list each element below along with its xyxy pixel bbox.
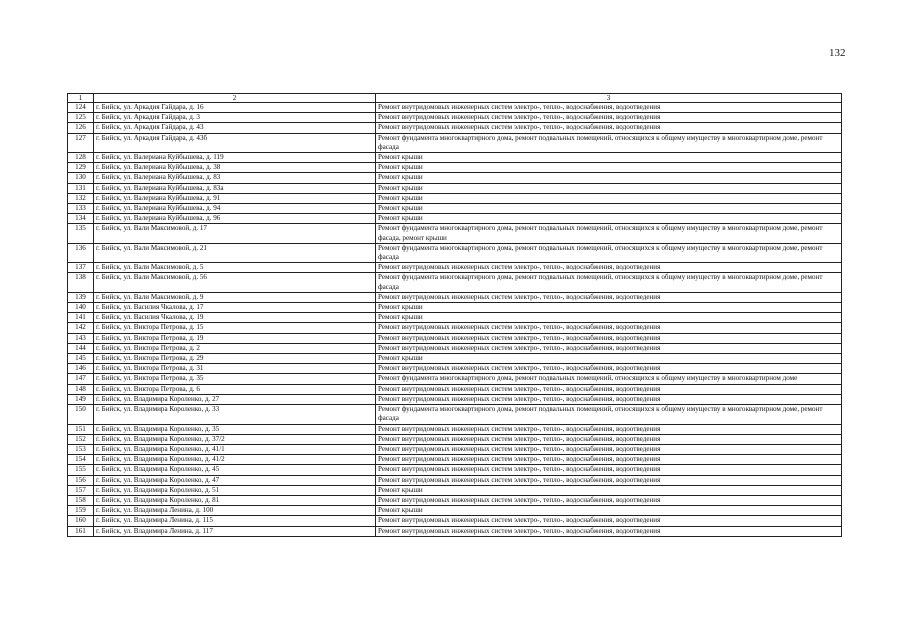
row-number-cell: 133 [68,204,94,214]
row-number-cell: 128 [68,153,94,163]
row-number-cell: 136 [68,243,94,262]
table-row [68,444,842,454]
work-type-cell: Ремонт внутридомовых инженерных систем электро-, тепло-, водоснабжения, водоотведения [376,384,842,394]
row-number-cell: 139 [68,292,94,302]
row-number-cell: 126 [68,123,94,133]
address-cell: г. Бийск, ул. Валериана Куйбышева, д. 91 [94,193,376,203]
work-type-cell: Ремонт крыши [376,485,842,495]
table-row [68,163,842,173]
address-cell: г. Бийск, ул. Владимира Короленко, д. 81 [94,495,376,505]
table-body [68,94,842,537]
address-cell: г. Бийск, ул. Владимира Ленина, д. 117 [94,526,376,536]
table-row [68,384,842,394]
work-type-cell: Ремонт внутридомовых инженерных систем электро-, тепло-, водоснабжения, водоотведения [376,123,842,133]
work-type-cell: Ремонт внутридомовых инженерных систем электро-, тепло-, водоснабжения, водоотведения [376,113,842,123]
table-row [68,485,842,495]
row-number-cell: 134 [68,214,94,224]
address-cell: г. Бийск, ул. Василия Чкалова, д. 17 [94,303,376,313]
repair-register-table [67,93,842,537]
work-type-cell: Ремонт внутридомовых инженерных систем электро-, тепло-, водоснабжения, водоотведения [376,526,842,536]
table-row [68,354,842,364]
column-number-row [68,94,842,103]
address-cell: г. Бийск, ул. Валериана Куйбышева, д. 96 [94,214,376,224]
row-number-cell: 129 [68,163,94,173]
work-type-cell: Ремонт внутридомовых инженерных систем электро-, тепло-, водоснабжения, водоотведения [376,495,842,505]
row-number-cell: 125 [68,113,94,123]
work-type-cell: Ремонт внутридомовых инженерных систем электро-, тепло-, водоснабжения, водоотведения [376,323,842,333]
table-row [68,455,842,465]
row-number-cell: 157 [68,485,94,495]
table-row [68,113,842,123]
work-type-cell: Ремонт внутридомовых инженерных систем электро-, тепло-, водоснабжения, водоотведения [376,424,842,434]
table-row [68,123,842,133]
column-number-1: 1 [68,94,94,103]
work-type-cell: Ремонт фундамента многоквартирного дома, ремонт подвальных помещений, относящихся к общему имуществу в многоквартирном доме, ремонт фасада, ремонт крыши [376,224,842,243]
work-type-cell: Ремонт внутридомовых инженерных систем электро-, тепло-, водоснабжения, водоотведения [376,475,842,485]
row-number-cell: 153 [68,444,94,454]
table-row [68,103,842,113]
address-cell: г. Бийск, ул. Валериана Куйбышева, д. 38 [94,163,376,173]
table-row [68,374,842,384]
table-row [68,153,842,163]
address-cell: г. Бийск, ул. Виктора Петрова, д. 29 [94,354,376,364]
address-cell: г. Бийск, ул. Виктора Петрова, д. 15 [94,323,376,333]
work-type-cell: Ремонт внутридомовых инженерных систем электро-, тепло-, водоснабжения, водоотведения [376,394,842,404]
address-cell: г. Бийск, ул. Виктора Петрова, д. 2 [94,343,376,353]
row-number-cell: 147 [68,374,94,384]
row-number-cell: 140 [68,303,94,313]
column-number-2: 2 [94,94,376,103]
work-type-cell: Ремонт внутридомовых инженерных систем электро-, тепло-, водоснабжения, водоотведения [376,292,842,302]
row-number-cell: 156 [68,475,94,485]
address-cell: г. Бийск, ул. Вали Максимовой, д. 17 [94,224,376,243]
address-cell: г. Бийск, ул. Аркадия Гайдара, д. 43 [94,123,376,133]
address-cell: г. Бийск, ул. Аркадия Гайдара, д. 43б [94,133,376,152]
row-number-cell: 132 [68,193,94,203]
row-number-cell: 145 [68,354,94,364]
table-row [68,526,842,536]
table-row [68,323,842,333]
work-type-cell: Ремонт фундамента многоквартирного дома, ремонт подвальных помещений, относящихся к общему имуществу в многоквартирном доме, ремонт фасада [376,133,842,152]
address-cell: г. Бийск, ул. Вали Максимовой, д. 56 [94,273,376,292]
address-cell: г. Бийск, ул. Вали Максимовой, д. 21 [94,243,376,262]
address-cell: г. Бийск, ул. Виктора Петрова, д. 35 [94,374,376,384]
address-cell: г. Бийск, ул. Владимира Короленко, д. 51 [94,485,376,495]
work-type-cell: Ремонт внутридомовых инженерных систем электро-, тепло-, водоснабжения, водоотведения [376,343,842,353]
table-row [68,173,842,183]
table-row [68,343,842,353]
work-type-cell: Ремонт внутридомовых инженерных систем электро-, тепло-, водоснабжения, водоотведения [376,364,842,374]
row-number-cell: 159 [68,506,94,516]
work-type-cell: Ремонт внутридомовых инженерных систем электро-, тепло-, водоснабжения, водоотведения [376,263,842,273]
row-number-cell: 142 [68,323,94,333]
address-cell: г. Бийск, ул. Владимира Короленко, д. 45 [94,465,376,475]
work-type-cell: Ремонт крыши [376,506,842,516]
work-type-cell: Ремонт крыши [376,193,842,203]
row-number-cell: 135 [68,224,94,243]
table-row [68,405,842,424]
row-number-cell: 124 [68,103,94,113]
row-number-cell: 155 [68,465,94,475]
work-type-cell: Ремонт внутридомовых инженерных систем электро-, тепло-, водоснабжения, водоотведения [376,465,842,475]
table-row [68,214,842,224]
row-number-cell: 131 [68,183,94,193]
address-cell: г. Бийск, ул. Владимира Короленко, д. 41/1 [94,444,376,454]
work-type-cell: Ремонт фундамента многоквартирного дома, ремонт подвальных помещений, относящихся к общему имуществу в многоквартирном доме [376,374,842,384]
table-row [68,506,842,516]
row-number-cell: 144 [68,343,94,353]
table-row [68,273,842,292]
address-cell: г. Бийск, ул. Владимира Короленко, д. 33 [94,405,376,424]
work-type-cell: Ремонт крыши [376,303,842,313]
table-row [68,465,842,475]
address-cell: г. Бийск, ул. Владимира Ленина, д. 115 [94,516,376,526]
row-number-cell: 154 [68,455,94,465]
table-row [68,183,842,193]
address-cell: г. Бийск, ул. Валериана Куйбышева, д. 83 [94,173,376,183]
row-number-cell: 161 [68,526,94,536]
work-type-cell: Ремонт крыши [376,183,842,193]
table-row [68,224,842,243]
address-cell: г. Бийск, ул. Виктора Петрова, д. 6 [94,384,376,394]
table-row [68,263,842,273]
work-type-cell: Ремонт крыши [376,214,842,224]
address-cell: г. Бийск, ул. Вали Максимовой, д. 9 [94,292,376,302]
address-cell: г. Бийск, ул. Валериана Куйбышева, д. 94 [94,204,376,214]
row-number-cell: 130 [68,173,94,183]
address-cell: г. Бийск, ул. Владимира Короленко, д. 47 [94,475,376,485]
table-row [68,303,842,313]
table-row [68,292,842,302]
row-number-cell: 148 [68,384,94,394]
table-row [68,394,842,404]
table-row [68,364,842,374]
row-number-cell: 150 [68,405,94,424]
work-type-cell: Ремонт крыши [376,354,842,364]
row-number-cell: 152 [68,434,94,444]
column-number-3: 3 [376,94,842,103]
address-cell: г. Бийск, ул. Валериана Куйбышева, д. 83а [94,183,376,193]
row-number-cell: 151 [68,424,94,434]
table-row [68,133,842,152]
work-type-cell: Ремонт внутридомовых инженерных систем электро-, тепло-, водоснабжения, водоотведения [376,444,842,454]
table-row [68,434,842,444]
work-type-cell: Ремонт фундамента многоквартирного дома, ремонт подвальных помещений, относящихся к общему имуществу в многоквартирном доме, ремонт фасада [376,273,842,292]
address-cell: г. Бийск, ул. Виктора Петрова, д. 31 [94,364,376,374]
work-type-cell: Ремонт фундамента многоквартирного дома, ремонт подвальных помещений, относящихся к общему имуществу в многоквартирном доме, ремонт фасада [376,243,842,262]
address-cell: г. Бийск, ул. Василия Чкалова, д. 19 [94,313,376,323]
address-cell: г. Бийск, ул. Вали Максимовой, д. 5 [94,263,376,273]
work-type-cell: Ремонт внутридомовых инженерных систем электро-, тепло-, водоснабжения, водоотведения [376,434,842,444]
row-number-cell: 146 [68,364,94,374]
row-number-cell: 141 [68,313,94,323]
row-number-cell: 137 [68,263,94,273]
work-type-cell: Ремонт крыши [376,153,842,163]
address-cell: г. Бийск, ул. Владимира Ленина, д. 100 [94,506,376,516]
address-cell: г. Бийск, ул. Аркадия Гайдара, д. 3 [94,113,376,123]
work-type-cell: Ремонт крыши [376,173,842,183]
row-number-cell: 138 [68,273,94,292]
address-cell: г. Бийск, ул. Владимира Короленко, д. 35 [94,424,376,434]
address-cell: г. Бийск, ул. Валериана Куйбышева, д. 119 [94,153,376,163]
address-cell: г. Бийск, ул. Владимира Короленко, д. 41/2 [94,455,376,465]
work-type-cell: Ремонт крыши [376,313,842,323]
page-number: 132 [829,47,846,59]
table-row [68,204,842,214]
work-type-cell: Ремонт внутридомовых инженерных систем электро-, тепло-, водоснабжения, водоотведения [376,103,842,113]
work-type-cell: Ремонт фундамента многоквартирного дома, ремонт подвальных помещений, относящихся к общему имуществу в многоквартирном доме, ремонт фасада [376,405,842,424]
row-number-cell: 158 [68,495,94,505]
work-type-cell: Ремонт внутридомовых инженерных систем электро-, тепло-, водоснабжения, водоотведения [376,455,842,465]
address-cell: г. Бийск, ул. Виктора Петрова, д. 19 [94,333,376,343]
row-number-cell: 143 [68,333,94,343]
table-row [68,243,842,262]
work-type-cell: Ремонт крыши [376,204,842,214]
row-number-cell: 160 [68,516,94,526]
address-cell: г. Бийск, ул. Владимира Короленко, д. 37/2 [94,434,376,444]
address-cell: г. Бийск, ул. Аркадия Гайдара, д. 16 [94,103,376,113]
table-row [68,495,842,505]
work-type-cell: Ремонт крыши [376,163,842,173]
row-number-cell: 127 [68,133,94,152]
work-type-cell: Ремонт внутридомовых инженерных систем электро-, тепло-, водоснабжения, водоотведения [376,516,842,526]
table-row [68,516,842,526]
table-row [68,333,842,343]
row-number-cell: 149 [68,394,94,404]
address-cell: г. Бийск, ул. Владимира Короленко, д. 27 [94,394,376,404]
table-row [68,475,842,485]
work-type-cell: Ремонт внутридомовых инженерных систем электро-, тепло-, водоснабжения, водоотведения [376,333,842,343]
table-row [68,424,842,434]
table-row [68,313,842,323]
table-row [68,193,842,203]
